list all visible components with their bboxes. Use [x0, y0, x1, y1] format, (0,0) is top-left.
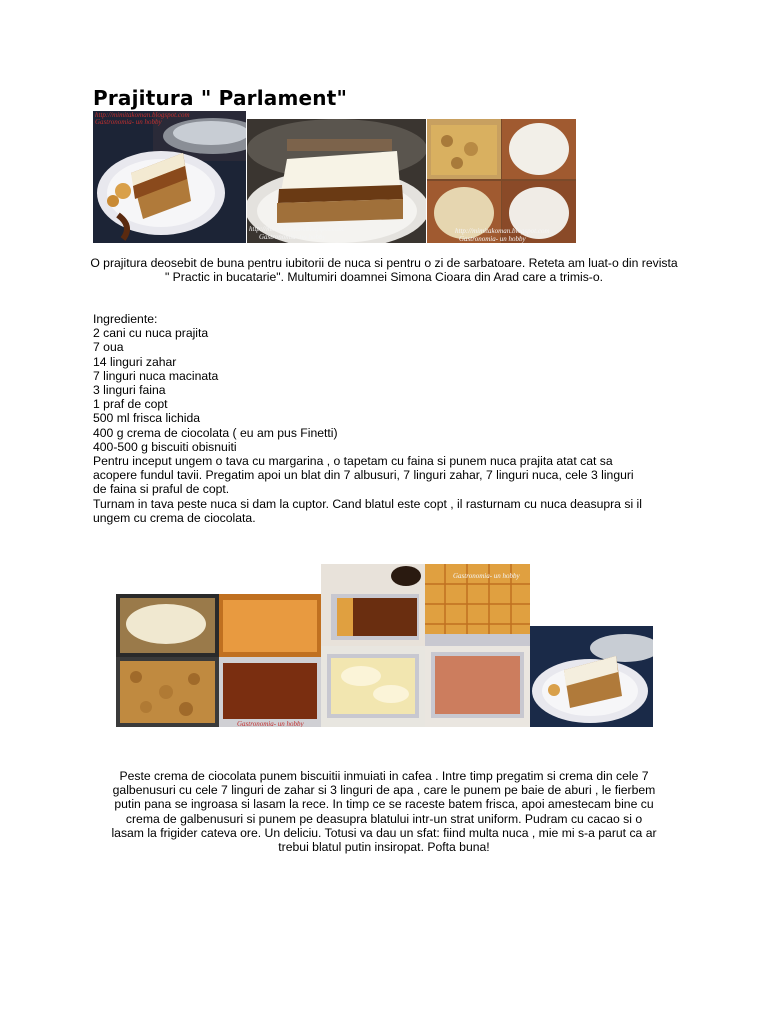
photo-watermark: http://mimitakoman.blogspot.com/ — [249, 225, 346, 233]
photo-watermark: http://mimitakoman.blogspot.com — [455, 227, 550, 235]
photo-watermark: Gastronomia- un hobby — [453, 572, 520, 580]
final-line: putin pana se ingroasa si lasam la rece. In timp ce se raceste batem frisca, apoi amestecam bine cu — [114, 797, 654, 812]
ingredient-item: 2 cani cu nuca prajita — [93, 326, 209, 341]
photo-watermark: Gastronomia- un hobby — [459, 235, 526, 243]
ingredient-item: 400 g crema de ciocolata ( eu am pus Finetti) — [93, 425, 338, 440]
final-line: Peste crema de ciocolata punem biscuitii inmuiati in cafea . Intre timp pregatim si crema din cele 7 — [119, 769, 649, 783]
ingredient-item: 1 praf de copt — [93, 397, 168, 412]
photo-grid-cream-top — [321, 646, 425, 727]
photo-grid-cocoa-dusted — [425, 646, 530, 727]
ingredient-item: 400-500 g biscuiti obisnuiti — [93, 439, 237, 454]
final-line: lasam la frigider cateva ore. Un deliciu. Totusi va dau un sfat: fiind multa nuca , mie mi s-a parut ca ar — [111, 825, 657, 840]
photo-watermark: Gastronomia- un hobby — [259, 233, 326, 241]
method-line: acopere fundul tavii. Pregatim apoi un blat din 7 albusuri, 7 linguri zahar, 7 linguri nuca, cele 3 linguri — [93, 468, 634, 483]
intro-paragraph: O prajitura deosebit de buna pentru iubitorii de nuca si pentru o zi de sarbatoare. Reteta am luat-o din revista " Practic in bucatarie". Multumiri doamnei Simona Cioara din Arad care a trimis-o. — [90, 256, 678, 285]
final-line: trebui blatul putin insiropat. Pofta buna! — [278, 840, 490, 855]
photo-grid-chocolate-spread — [219, 657, 321, 727]
ingredient-item: 3 linguri faina — [93, 383, 166, 398]
photo-preparation-steps — [427, 119, 576, 243]
ingredient-item: 14 linguri zahar — [93, 354, 177, 369]
ingredient-item: 7 linguri nuca macinata — [93, 368, 219, 383]
ingredients-section — [93, 312, 693, 525]
final-paragraph — [88, 769, 680, 854]
photo-grid-biscuits — [425, 564, 530, 646]
ingredient-item: 7 oua — [93, 340, 124, 355]
method-line: ungem cu crema de ciocolata. — [93, 510, 256, 525]
photo-cake-slice — [93, 111, 246, 243]
photo-cake-layers — [247, 119, 426, 243]
ingredient-item: 500 ml frisca lichida — [93, 411, 201, 426]
photo-watermark: Gastronomia- un hobby — [95, 118, 162, 126]
method-line: de faina si praful de copt. — [93, 482, 230, 497]
photo-grid-cream-tray — [116, 594, 219, 657]
photo-watermark: http://mimitakoman.blogspot.com — [95, 111, 190, 119]
final-line: crema de galbenusuri si punem pe deasupra blatului intr-un strat uniform. Pudram cu cacao si o — [125, 811, 643, 826]
page-title: Prajitura " Parlament" — [93, 86, 348, 110]
method-line: Turnam in tava peste nuca si dam la cuptor. Cand blatul este copt , il rasturnam cu nuca deasupra si il — [93, 496, 642, 511]
photo-grid-chocolate-layer — [321, 564, 425, 646]
ingredients-heading: Ingrediente: — [93, 312, 158, 326]
method-line: Pentru inceput ungem o tava cu margarina , o tapetam cu faina si punem nuca prajita atat cat sa — [93, 454, 613, 469]
photo-watermark: Gastronomia- un hobby — [237, 720, 304, 727]
final-line: galbenusuri cu cele 7 linguri de zahar si 3 linguri de apa , care le punem pe baie de aburi , le fierbem — [112, 783, 656, 798]
photo-grid-baked-sheet — [219, 594, 321, 657]
photo-grid-served-slice — [530, 626, 653, 727]
photo-grid-walnut-base — [116, 657, 219, 727]
